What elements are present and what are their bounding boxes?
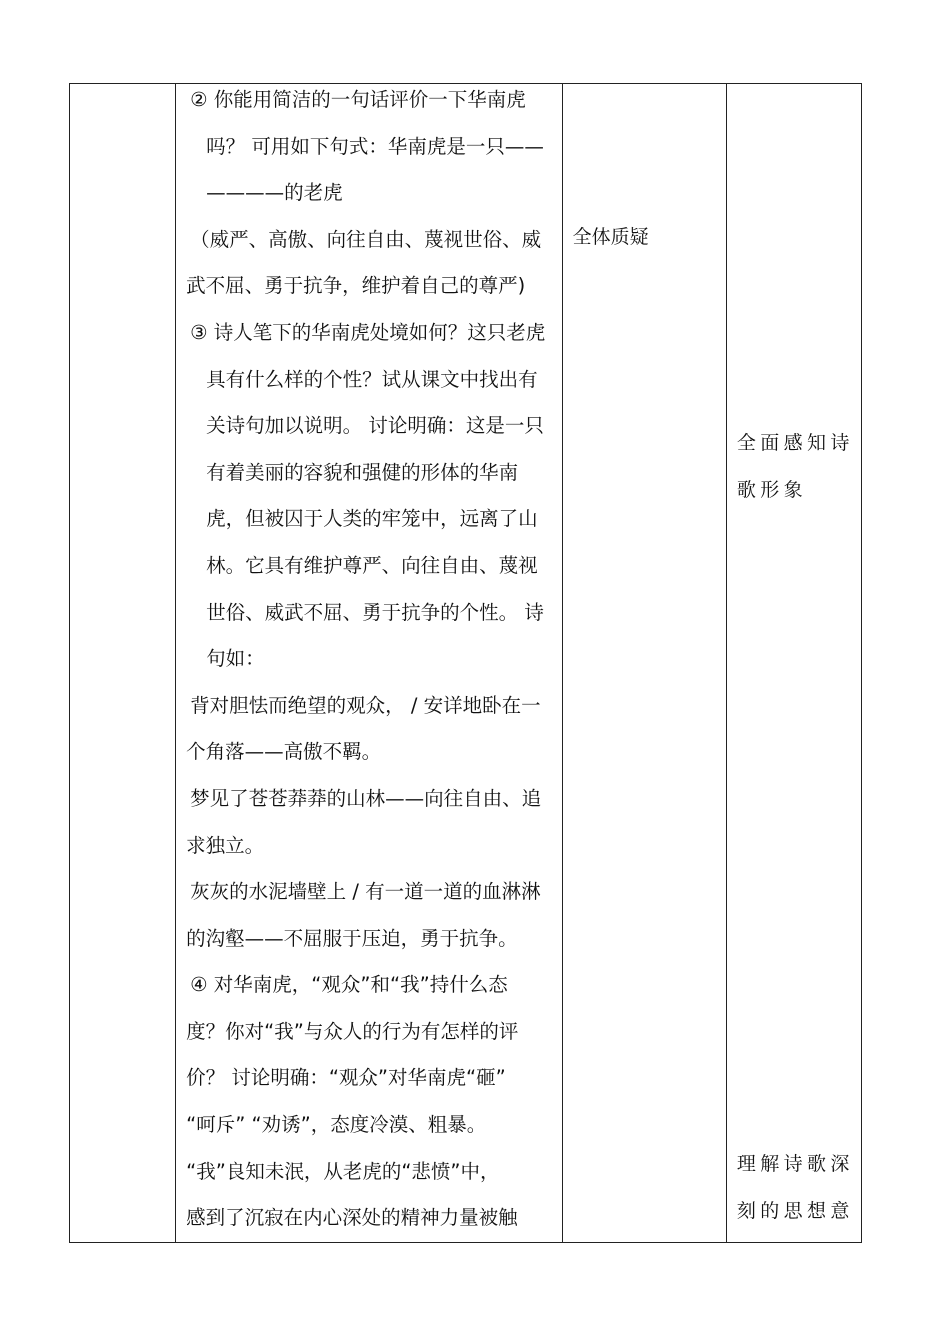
student-activity-text: 全体质疑	[572, 226, 649, 248]
content-line: 句如：	[206, 647, 265, 671]
design-intent-2-line: 刻的思想意	[736, 1200, 854, 1222]
content-line: ④ 对华南虎，“观众”和“我”持什么态	[190, 973, 508, 997]
teaching-content-cell	[176, 84, 562, 1243]
content-line: 价？ 讨论明确：“观众”对华南虎“砸”	[186, 1066, 506, 1090]
table-row	[70, 84, 862, 1243]
content-line: 感到了沉寂在内心深处的精神力量被触	[186, 1206, 518, 1230]
student-activity-cell	[562, 84, 726, 1243]
content-line: 的沟壑——不屈服于压迫，勇于抗争。	[186, 926, 518, 950]
design-intent-2-line: 理解诗歌深	[736, 1153, 854, 1175]
design-intent-1	[737, 420, 854, 514]
content-line: 吗？ 可用如下句式：华南虎是一只——	[206, 134, 544, 158]
lesson-plan-table	[69, 83, 862, 1243]
content-line: ————的老虎	[206, 181, 343, 205]
content-line: 世俗、威武不屈、勇于抗争的个性。 诗	[206, 600, 544, 624]
content-line: （威严、高傲、向往自由、蔑视世俗、威	[190, 227, 542, 251]
content-line: 武不屈、勇于抗争，维护着自己的尊严)	[186, 274, 526, 298]
content-line: 虎，但被囚于人类的牢笼中，远离了山	[206, 507, 538, 531]
content-line: 背对胆怯而绝望的观众， / 安详地卧在一	[190, 693, 541, 717]
content-line: 梦见了苍苍莽莽的山林——向往自由、追	[190, 786, 542, 810]
teaching-content	[176, 77, 561, 1242]
content-line: ② 你能用简洁的一句话评价一下华南虎	[190, 88, 526, 111]
content-line: 林。它具有维护尊严、向往自由、蔑视	[206, 553, 538, 577]
content-line: 具有什么样的个性？试从课文中找出有	[206, 367, 538, 391]
content-line: 求独立。	[186, 833, 265, 857]
content-line: ③ 诗人笔下的华南虎处境如何？这只老虎	[190, 320, 546, 344]
content-line: 灰灰的水泥墙壁上 / 有一道一道的血淋淋	[190, 880, 541, 904]
content-line: “呵斥” “劝诱”，态度冷漠、粗暴。	[186, 1113, 487, 1137]
content-line: 关诗句加以说明。 讨论明确：这是一只	[206, 414, 544, 438]
content-line: 个角落——高傲不羁。	[186, 740, 382, 764]
content-line: 度？你对“我”与众人的行为有怎样的评	[186, 1019, 519, 1043]
design-intent-cell	[726, 84, 861, 1243]
empty-cell	[70, 84, 176, 1243]
design-intent-2	[737, 1141, 854, 1235]
design-intent-1-line: 歌形象	[736, 479, 808, 501]
design-intent-1-line: 全面感知诗	[736, 432, 854, 454]
content-line: “我”良知未泯，从老虎的“悲愤”中，	[186, 1159, 500, 1183]
content-line: 有着美丽的容貌和强健的形体的华南	[206, 460, 519, 484]
